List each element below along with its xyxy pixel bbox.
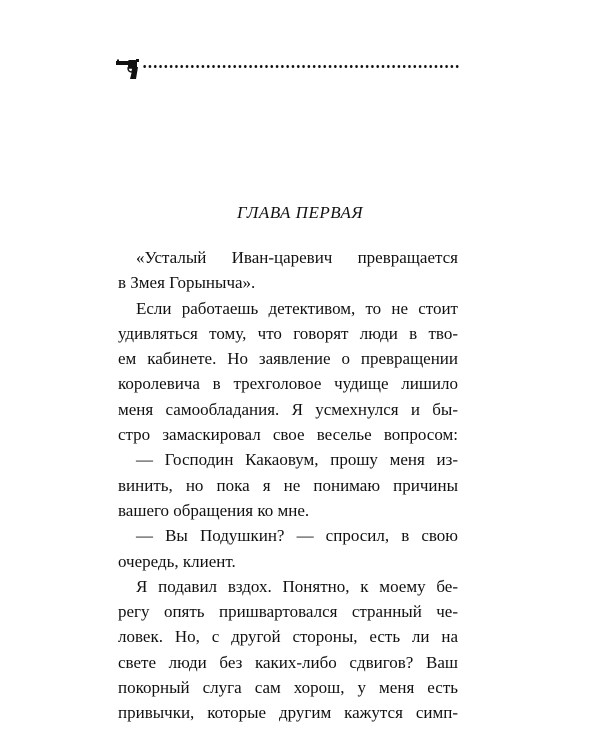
text-line: стро замаскировал свое веселье вопросом: [118, 425, 458, 445]
text-line: свете люди без каких-либо сдвигов? Ваш [118, 652, 458, 672]
text-line: в Змея Горыныча». [118, 273, 256, 293]
text-line: винить, но пока я не понимаю причины [118, 475, 458, 495]
text-line: удивляться тому, что говорят люди в тво- [118, 323, 458, 343]
text-line: Я подавил вздох. Понятно, к моему бе- [136, 576, 458, 596]
revolver-icon [116, 58, 140, 80]
header-ornament [116, 58, 462, 80]
text-line: ловек. Но, с другой стороны, есть ли на [118, 627, 458, 647]
text-line: вашего обращения ко мне. [118, 500, 310, 520]
text-line: — Господин Какаовум, прошу меня из- [136, 450, 458, 470]
text-line: Если работаешь детективом, то не стоит [136, 298, 458, 318]
text-line: «Усталый Иван-царевич превращается [136, 248, 458, 267]
dotted-rule [142, 65, 460, 68]
text-line: меня самообладания. Я усмехнулся и бы- [118, 399, 458, 419]
text-line: королевича в трехголовое чудище лишило [118, 374, 458, 394]
text-line: регу опять пришвартовался странный че- [118, 602, 458, 622]
chapter-title: ГЛАВА ПЕРВАЯ [236, 203, 364, 222]
text-line: ем кабинете. Но заявление о превращении [118, 349, 458, 369]
body-text [118, 245, 458, 726]
text-line: очередь, клиент. [118, 551, 236, 571]
text-line: — Вы Подушкин? — спросил, в свою [136, 526, 458, 546]
text-line: привычки, которые другим кажутся симп- [118, 703, 458, 723]
text-line: покорный слуга сам хорош, у меня есть [118, 678, 458, 698]
